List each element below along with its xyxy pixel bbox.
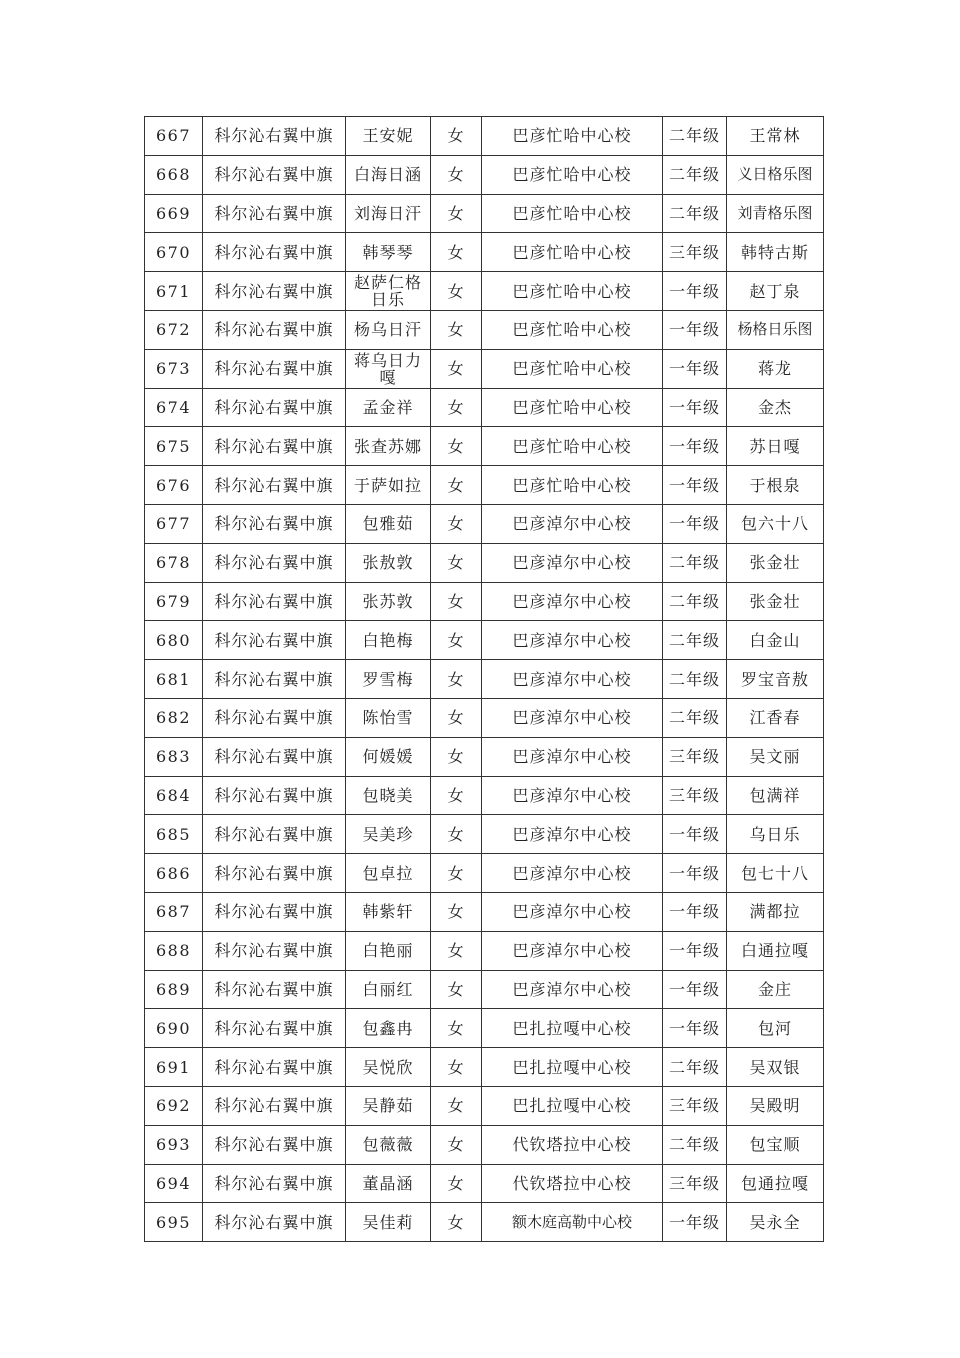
- school-cell: 巴扎拉嘎中心校: [482, 1086, 663, 1125]
- school-cell: 巴彦忙哈中心校: [482, 117, 663, 156]
- guardian-name-cell: 乌日乐: [727, 815, 824, 854]
- student-name-cell: 于萨如拉: [346, 466, 431, 505]
- grade-cell: 二年级: [663, 698, 727, 737]
- row-number: 684: [145, 776, 203, 815]
- guardian-name-cell: 赵丁泉: [727, 272, 824, 311]
- row-number: 688: [145, 931, 203, 970]
- gender-cell: 女: [431, 621, 482, 660]
- school-cell: 巴彦淖尔中心校: [482, 543, 663, 582]
- banner-cell: 科尔沁右翼中旗: [203, 427, 346, 466]
- banner-cell: 科尔沁右翼中旗: [203, 310, 346, 349]
- row-number: 686: [145, 854, 203, 893]
- table-row: [145, 737, 824, 776]
- table-row: [145, 970, 824, 1009]
- banner-cell: 科尔沁右翼中旗: [203, 892, 346, 931]
- grade-cell: 二年级: [663, 1125, 727, 1164]
- row-number: 673: [145, 349, 203, 388]
- table-row: [145, 1164, 824, 1203]
- grade-cell: 一年级: [663, 504, 727, 543]
- student-name-cell: 董晶涵: [346, 1164, 431, 1203]
- gender-cell: 女: [431, 776, 482, 815]
- grade-cell: 一年级: [663, 931, 727, 970]
- grade-cell: 二年级: [663, 194, 727, 233]
- row-number: 671: [145, 272, 203, 311]
- school-cell: 巴彦忙哈中心校: [482, 388, 663, 427]
- guardian-name-cell: 包通拉嘎: [727, 1164, 824, 1203]
- table-row: [145, 504, 824, 543]
- student-name-cell: 蒋乌日力嘎: [346, 349, 431, 388]
- guardian-name-cell: 蒋龙: [727, 349, 824, 388]
- student-name-cell: 白海日涵: [346, 155, 431, 194]
- banner-cell: 科尔沁右翼中旗: [203, 155, 346, 194]
- grade-cell: 二年级: [663, 621, 727, 660]
- table-row: [145, 272, 824, 311]
- grade-cell: 一年级: [663, 854, 727, 893]
- banner-cell: 科尔沁右翼中旗: [203, 660, 346, 699]
- grade-cell: 一年级: [663, 466, 727, 505]
- table-row: [145, 1048, 824, 1087]
- gender-cell: 女: [431, 582, 482, 621]
- school-cell: 巴彦淖尔中心校: [482, 582, 663, 621]
- school-cell: 代钦塔拉中心校: [482, 1125, 663, 1164]
- table-row: [145, 1203, 824, 1242]
- guardian-name-cell: 包宝顺: [727, 1125, 824, 1164]
- banner-cell: 科尔沁右翼中旗: [203, 776, 346, 815]
- table-row: [145, 931, 824, 970]
- student-name-cell: 杨乌日汗: [346, 310, 431, 349]
- table-row: [145, 1125, 824, 1164]
- row-number: 679: [145, 582, 203, 621]
- gender-cell: 女: [431, 1203, 482, 1242]
- gender-cell: 女: [431, 349, 482, 388]
- guardian-name-cell: 于根泉: [727, 466, 824, 505]
- banner-cell: 科尔沁右翼中旗: [203, 582, 346, 621]
- table-row: [145, 310, 824, 349]
- school-cell: 巴彦忙哈中心校: [482, 233, 663, 272]
- table-row: [145, 1009, 824, 1048]
- banner-cell: 科尔沁右翼中旗: [203, 1125, 346, 1164]
- school-cell: 巴彦淖尔中心校: [482, 621, 663, 660]
- row-number: 674: [145, 388, 203, 427]
- guardian-name-cell: 罗宝音敖: [727, 660, 824, 699]
- school-cell: 巴彦淖尔中心校: [482, 970, 663, 1009]
- banner-cell: 科尔沁右翼中旗: [203, 543, 346, 582]
- row-number: 677: [145, 504, 203, 543]
- gender-cell: 女: [431, 388, 482, 427]
- guardian-name-cell: 白通拉嘎: [727, 931, 824, 970]
- table-row: [145, 854, 824, 893]
- school-cell: 巴扎拉嘎中心校: [482, 1048, 663, 1087]
- row-number: 682: [145, 698, 203, 737]
- table-row: [145, 388, 824, 427]
- banner-cell: 科尔沁右翼中旗: [203, 233, 346, 272]
- school-cell: 巴彦淖尔中心校: [482, 698, 663, 737]
- table-row: [145, 660, 824, 699]
- table-row: [145, 349, 824, 388]
- grade-cell: 一年级: [663, 310, 727, 349]
- row-number: 681: [145, 660, 203, 699]
- student-name-cell: 白艳丽: [346, 931, 431, 970]
- table-row: [145, 233, 824, 272]
- guardian-name-cell: 金杰: [727, 388, 824, 427]
- table-row: [145, 543, 824, 582]
- grade-cell: 一年级: [663, 349, 727, 388]
- guardian-name-cell: 韩特古斯: [727, 233, 824, 272]
- student-name-cell: 吴静茹: [346, 1086, 431, 1125]
- grade-cell: 二年级: [663, 117, 727, 156]
- table-body: [145, 117, 824, 1242]
- student-name-cell: 吴佳莉: [346, 1203, 431, 1242]
- banner-cell: 科尔沁右翼中旗: [203, 970, 346, 1009]
- student-name-cell: 白丽红: [346, 970, 431, 1009]
- school-cell: 巴彦忙哈中心校: [482, 272, 663, 311]
- grade-cell: 二年级: [663, 155, 727, 194]
- gender-cell: 女: [431, 272, 482, 311]
- school-cell: 巴彦忙哈中心校: [482, 155, 663, 194]
- gender-cell: 女: [431, 310, 482, 349]
- guardian-name-cell: 张金壮: [727, 582, 824, 621]
- student-name-cell: 包晓美: [346, 776, 431, 815]
- school-cell: 巴彦淖尔中心校: [482, 815, 663, 854]
- table-row: [145, 621, 824, 660]
- grade-cell: 一年级: [663, 815, 727, 854]
- row-number: 687: [145, 892, 203, 931]
- row-number: 695: [145, 1203, 203, 1242]
- gender-cell: 女: [431, 1086, 482, 1125]
- student-name-cell: 刘海日汗: [346, 194, 431, 233]
- banner-cell: 科尔沁右翼中旗: [203, 466, 346, 505]
- banner-cell: 科尔沁右翼中旗: [203, 1048, 346, 1087]
- guardian-name-cell: 王常林: [727, 117, 824, 156]
- gender-cell: 女: [431, 892, 482, 931]
- student-name-cell: 白艳梅: [346, 621, 431, 660]
- table-row: [145, 582, 824, 621]
- row-number: 667: [145, 117, 203, 156]
- grade-cell: 一年级: [663, 970, 727, 1009]
- gender-cell: 女: [431, 194, 482, 233]
- banner-cell: 科尔沁右翼中旗: [203, 931, 346, 970]
- grade-cell: 二年级: [663, 660, 727, 699]
- row-number: 683: [145, 737, 203, 776]
- row-number: 669: [145, 194, 203, 233]
- row-number: 692: [145, 1086, 203, 1125]
- school-cell: 巴彦淖尔中心校: [482, 504, 663, 543]
- table-row: [145, 815, 824, 854]
- guardian-name-cell: 包河: [727, 1009, 824, 1048]
- row-number: 690: [145, 1009, 203, 1048]
- grade-cell: 三年级: [663, 737, 727, 776]
- school-cell: 巴彦忙哈中心校: [482, 349, 663, 388]
- gender-cell: 女: [431, 1164, 482, 1203]
- grade-cell: 一年级: [663, 892, 727, 931]
- school-cell: 巴彦忙哈中心校: [482, 310, 663, 349]
- school-cell: 巴彦淖尔中心校: [482, 892, 663, 931]
- gender-cell: 女: [431, 698, 482, 737]
- guardian-name-cell: 金庄: [727, 970, 824, 1009]
- banner-cell: 科尔沁右翼中旗: [203, 504, 346, 543]
- guardian-name-cell: 刘青格乐图: [727, 194, 824, 233]
- grade-cell: 三年级: [663, 776, 727, 815]
- gender-cell: 女: [431, 970, 482, 1009]
- banner-cell: 科尔沁右翼中旗: [203, 698, 346, 737]
- guardian-name-cell: 吴双银: [727, 1048, 824, 1087]
- row-number: 676: [145, 466, 203, 505]
- gender-cell: 女: [431, 854, 482, 893]
- gender-cell: 女: [431, 233, 482, 272]
- student-name-cell: 陈怡雪: [346, 698, 431, 737]
- school-cell: 巴彦淖尔中心校: [482, 660, 663, 699]
- guardian-name-cell: 杨格日乐图: [727, 310, 824, 349]
- table-row: [145, 466, 824, 505]
- table-row: [145, 892, 824, 931]
- gender-cell: 女: [431, 117, 482, 156]
- guardian-name-cell: 吴文丽: [727, 737, 824, 776]
- row-number: 670: [145, 233, 203, 272]
- banner-cell: 科尔沁右翼中旗: [203, 1203, 346, 1242]
- student-name-cell: 何媛媛: [346, 737, 431, 776]
- school-cell: 巴彦淖尔中心校: [482, 737, 663, 776]
- row-number: 689: [145, 970, 203, 1009]
- gender-cell: 女: [431, 737, 482, 776]
- gender-cell: 女: [431, 155, 482, 194]
- grade-cell: 一年级: [663, 272, 727, 311]
- guardian-name-cell: 满都拉: [727, 892, 824, 931]
- grade-cell: 三年级: [663, 1086, 727, 1125]
- gender-cell: 女: [431, 815, 482, 854]
- banner-cell: 科尔沁右翼中旗: [203, 1086, 346, 1125]
- student-name-cell: 张敖敦: [346, 543, 431, 582]
- row-number: 691: [145, 1048, 203, 1087]
- student-name-cell: 张查苏娜: [346, 427, 431, 466]
- row-number: 678: [145, 543, 203, 582]
- table-row: [145, 698, 824, 737]
- banner-cell: 科尔沁右翼中旗: [203, 194, 346, 233]
- row-number: 680: [145, 621, 203, 660]
- student-name-cell: 包薇薇: [346, 1125, 431, 1164]
- guardian-name-cell: 包七十八: [727, 854, 824, 893]
- grade-cell: 一年级: [663, 1009, 727, 1048]
- gender-cell: 女: [431, 1048, 482, 1087]
- student-name-cell: 包鑫冉: [346, 1009, 431, 1048]
- gender-cell: 女: [431, 931, 482, 970]
- gender-cell: 女: [431, 543, 482, 582]
- gender-cell: 女: [431, 1125, 482, 1164]
- gender-cell: 女: [431, 466, 482, 505]
- row-number: 693: [145, 1125, 203, 1164]
- banner-cell: 科尔沁右翼中旗: [203, 854, 346, 893]
- row-number: 675: [145, 427, 203, 466]
- table-row: [145, 155, 824, 194]
- student-name-cell: 包卓拉: [346, 854, 431, 893]
- student-name-cell: 罗雪梅: [346, 660, 431, 699]
- guardian-name-cell: 包六十八: [727, 504, 824, 543]
- banner-cell: 科尔沁右翼中旗: [203, 117, 346, 156]
- student-name-cell: 赵萨仁格日乐: [346, 272, 431, 311]
- guardian-name-cell: 苏日嘎: [727, 427, 824, 466]
- school-cell: 巴彦忙哈中心校: [482, 427, 663, 466]
- guardian-name-cell: 张金壮: [727, 543, 824, 582]
- banner-cell: 科尔沁右翼中旗: [203, 815, 346, 854]
- school-cell: 巴彦淖尔中心校: [482, 776, 663, 815]
- student-name-cell: 王安妮: [346, 117, 431, 156]
- table-row: [145, 776, 824, 815]
- guardian-name-cell: 白金山: [727, 621, 824, 660]
- school-cell: 巴彦忙哈中心校: [482, 466, 663, 505]
- table-row: [145, 427, 824, 466]
- row-number: 685: [145, 815, 203, 854]
- school-cell: 额木庭高勒中心校: [482, 1203, 663, 1242]
- guardian-name-cell: 吴殿明: [727, 1086, 824, 1125]
- guardian-name-cell: 江香春: [727, 698, 824, 737]
- banner-cell: 科尔沁右翼中旗: [203, 621, 346, 660]
- grade-cell: 一年级: [663, 1203, 727, 1242]
- banner-cell: 科尔沁右翼中旗: [203, 1164, 346, 1203]
- student-list-table: [144, 116, 824, 1242]
- grade-cell: 二年级: [663, 582, 727, 621]
- banner-cell: 科尔沁右翼中旗: [203, 737, 346, 776]
- student-name-cell: 韩琴琴: [346, 233, 431, 272]
- table-row: [145, 117, 824, 156]
- guardian-name-cell: 包满祥: [727, 776, 824, 815]
- guardian-name-cell: 吴永全: [727, 1203, 824, 1242]
- school-cell: 巴扎拉嘎中心校: [482, 1009, 663, 1048]
- guardian-name-cell: 义日格乐图: [727, 155, 824, 194]
- row-number: 668: [145, 155, 203, 194]
- student-name-cell: 吴悦欣: [346, 1048, 431, 1087]
- row-number: 672: [145, 310, 203, 349]
- grade-cell: 二年级: [663, 1048, 727, 1087]
- gender-cell: 女: [431, 660, 482, 699]
- school-cell: 代钦塔拉中心校: [482, 1164, 663, 1203]
- school-cell: 巴彦淖尔中心校: [482, 931, 663, 970]
- grade-cell: 一年级: [663, 388, 727, 427]
- banner-cell: 科尔沁右翼中旗: [203, 349, 346, 388]
- gender-cell: 女: [431, 427, 482, 466]
- student-name-cell: 张苏敦: [346, 582, 431, 621]
- grade-cell: 一年级: [663, 427, 727, 466]
- school-cell: 巴彦忙哈中心校: [482, 194, 663, 233]
- student-name-cell: 包雅茹: [346, 504, 431, 543]
- banner-cell: 科尔沁右翼中旗: [203, 272, 346, 311]
- grade-cell: 三年级: [663, 1164, 727, 1203]
- grade-cell: 二年级: [663, 543, 727, 582]
- student-name-cell: 孟金祥: [346, 388, 431, 427]
- grade-cell: 三年级: [663, 233, 727, 272]
- table-row: [145, 1086, 824, 1125]
- school-cell: 巴彦淖尔中心校: [482, 854, 663, 893]
- student-name-cell: 韩紫轩: [346, 892, 431, 931]
- gender-cell: 女: [431, 504, 482, 543]
- gender-cell: 女: [431, 1009, 482, 1048]
- table-row: [145, 194, 824, 233]
- student-name-cell: 吴美珍: [346, 815, 431, 854]
- row-number: 694: [145, 1164, 203, 1203]
- banner-cell: 科尔沁右翼中旗: [203, 1009, 346, 1048]
- banner-cell: 科尔沁右翼中旗: [203, 388, 346, 427]
